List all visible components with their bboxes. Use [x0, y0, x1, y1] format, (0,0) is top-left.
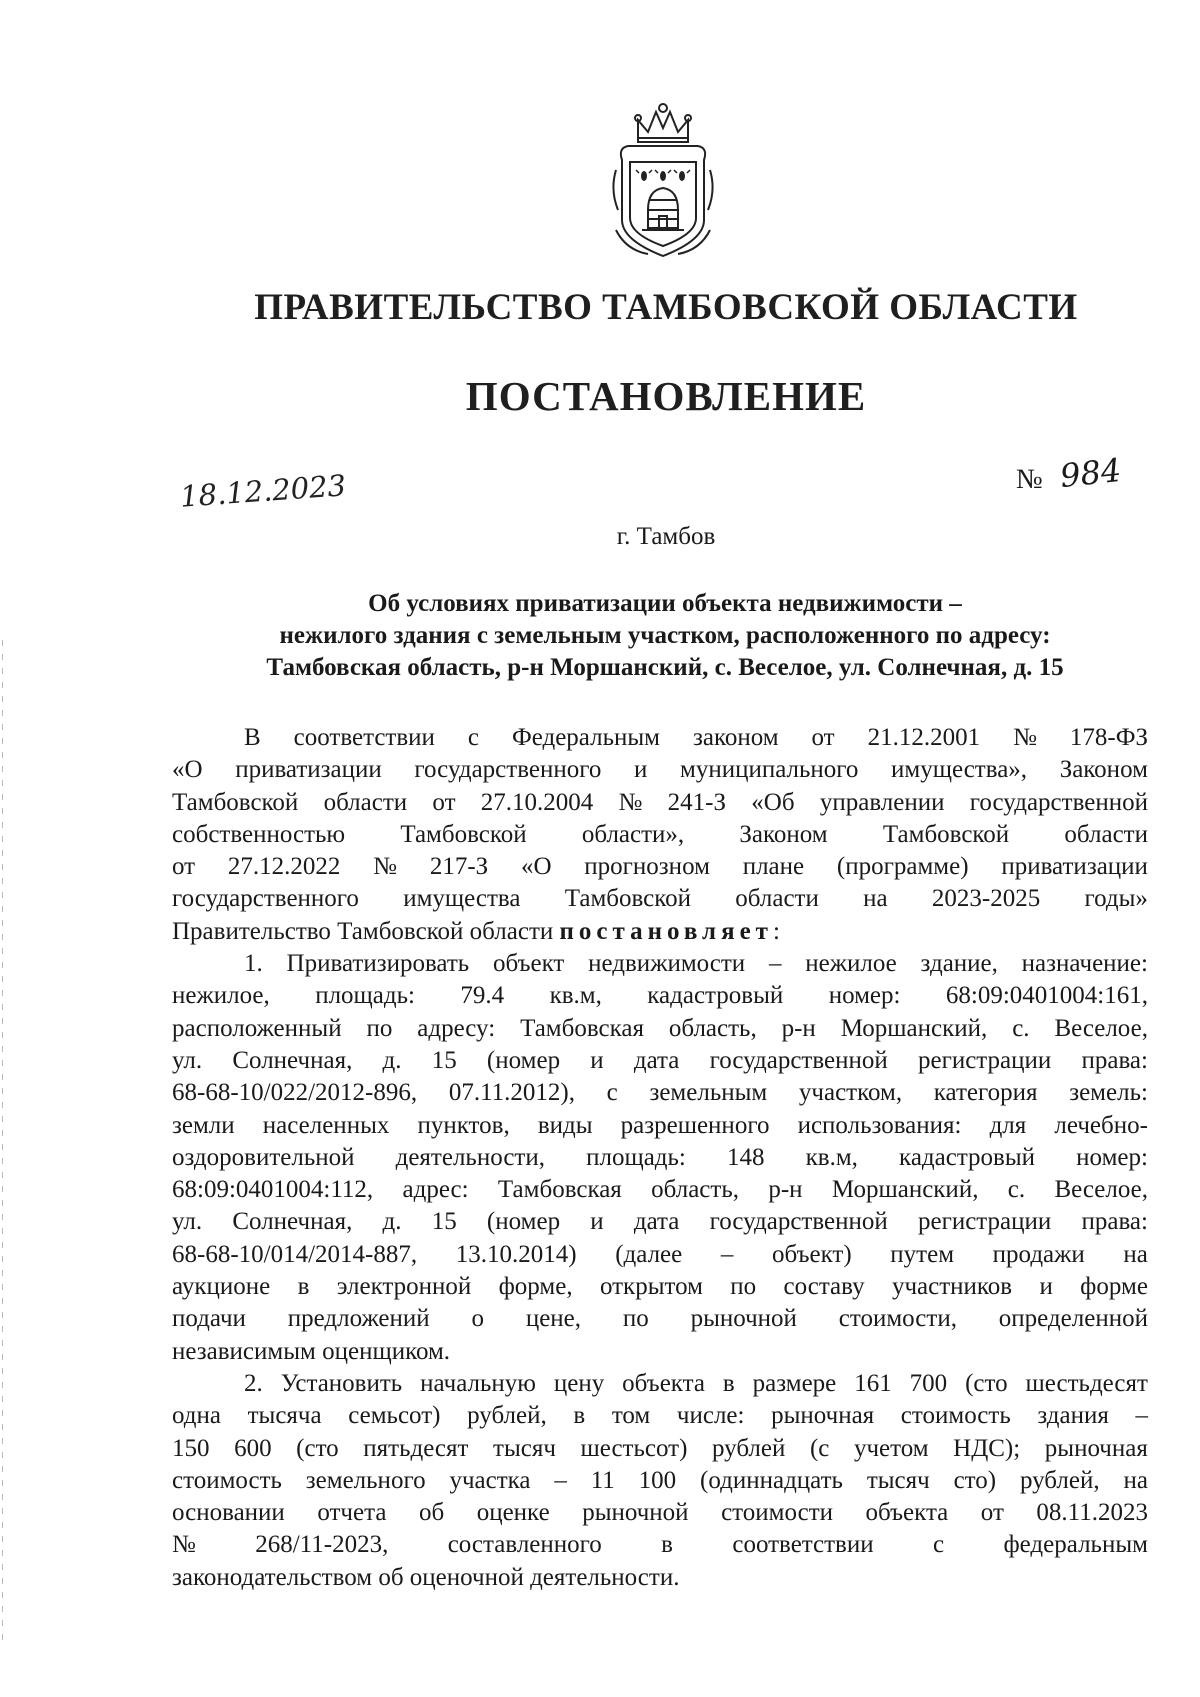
body-word: подачи — [172, 1305, 246, 1333]
document-body — [172, 722, 1148, 1594]
body-word: 2023-2025 — [931, 885, 1041, 913]
body-word: с — [932, 1531, 945, 1559]
tambov-coat-of-arms-icon — [608, 100, 718, 260]
body-word: регистрации — [917, 1046, 1052, 1074]
body-text-span: независимым оценщиком. — [172, 1337, 451, 1365]
body-word: адресу: — [417, 1014, 496, 1042]
document-number: 984 — [1058, 450, 1123, 496]
body-word: определенной — [998, 1305, 1148, 1333]
body-line — [172, 851, 1148, 883]
body-word: приватизации — [235, 756, 382, 784]
body-word: рублей, — [1019, 1466, 1100, 1494]
body-line — [172, 754, 1148, 786]
body-word: 13.10.2014) — [455, 1240, 577, 1268]
body-word: от — [811, 724, 835, 751]
body-word: земли — [172, 1111, 235, 1139]
body-word: в — [722, 1369, 735, 1397]
body-word: 161 — [854, 1369, 892, 1397]
body-word: область, — [668, 1014, 757, 1042]
body-word: 68:09:0401004:161, — [945, 982, 1148, 1010]
body-word: на — [1123, 1466, 1148, 1494]
subject-line: Тамбовская область, р-н Моршанский, с. Веселое, ул. Солнечная, д. 15 — [266, 654, 1064, 681]
body-word: основании — [172, 1499, 285, 1527]
body-word: участка — [449, 1466, 531, 1494]
body-word: область, — [651, 1176, 739, 1204]
body-word: д. — [382, 1046, 402, 1074]
body-word: нежилое, — [172, 982, 270, 1010]
subject-line: нежилого здания с земельным участком, расположенного по адресу: — [279, 622, 1051, 649]
body-word: объекта — [622, 1369, 705, 1397]
body-word: кв.м, — [805, 1143, 858, 1171]
body-word: Законом — [739, 820, 828, 848]
body-word: отчета — [317, 1499, 387, 1527]
number-label: № — [1016, 464, 1043, 495]
body-word: кадастровый — [647, 982, 784, 1010]
body-word: открытом — [599, 1273, 703, 1301]
body-word: недвижимости — [588, 950, 746, 978]
body-word: от — [172, 853, 196, 881]
body-word: 68:09:0401004:112, — [172, 1176, 374, 1204]
body-word: виды — [537, 1111, 593, 1139]
body-word: 27.10.2004 — [480, 788, 594, 816]
body-word: кв.м, — [549, 982, 602, 1010]
body-word: с — [467, 724, 479, 751]
body-word: области — [735, 885, 819, 913]
body-word: (далее — [615, 1240, 683, 1268]
body-word: 68-68-10/022/2012-896, — [172, 1079, 418, 1107]
body-word: Тамбовской — [882, 820, 1010, 848]
subject-line: Об условиях приватизации объекта недвижимости – — [368, 590, 962, 617]
body-word: тысяча — [247, 1402, 322, 1430]
body-line — [172, 1465, 1148, 1497]
body-word: р-н — [781, 1014, 816, 1042]
body-word: – — [720, 1240, 734, 1268]
body-word: и — [633, 756, 648, 784]
body-word: путем — [890, 1240, 955, 1268]
body-word: В — [244, 724, 261, 751]
body-word: и — [1039, 1273, 1053, 1301]
body-word: для — [989, 1111, 1027, 1139]
body-word: Солнечная, — [232, 1046, 353, 1074]
body-word: цене, — [525, 1305, 582, 1333]
body-word: соответствии — [293, 724, 435, 751]
body-word: государственного — [172, 885, 359, 913]
body-line — [172, 1045, 1148, 1077]
body-word: форме, — [498, 1273, 573, 1301]
body-word: 11 — [590, 1466, 615, 1494]
body-line — [172, 1303, 1148, 1335]
city-line: г. Тамбов — [616, 523, 716, 550]
body-word: государственной — [969, 788, 1148, 816]
body-word: электронной — [336, 1273, 472, 1301]
body-word: оценке — [476, 1499, 550, 1527]
body-word: «О — [520, 853, 552, 881]
body-word: (одиннадцать — [700, 1466, 843, 1494]
body-word: имущества — [403, 885, 521, 913]
body-word: участком, — [798, 1079, 903, 1107]
body-line — [172, 1077, 1148, 1109]
body-word: участников — [891, 1273, 1013, 1301]
body-word: одна — [172, 1402, 221, 1430]
body-word: назначение: — [1021, 950, 1148, 978]
body-line — [172, 883, 1148, 915]
body-word: использования: — [797, 1111, 962, 1139]
body-word: тысяч — [866, 1466, 930, 1494]
body-text-span: Правительство Тамбовской области — [172, 917, 560, 945]
body-word: 217-З — [429, 853, 489, 881]
body-word: 27.12.2022 — [227, 853, 341, 881]
body-word: права: — [1081, 1046, 1148, 1074]
body-word: ул. — [172, 1046, 203, 1074]
body-word: 15 — [431, 1046, 457, 1074]
body-word: рублей — [711, 1434, 786, 1462]
body-word: по — [730, 1273, 757, 1301]
body-word: – — [554, 1466, 567, 1494]
body-word: расположенный — [172, 1014, 342, 1042]
body-word: рыночная — [1044, 1434, 1148, 1462]
body-word: об — [418, 1499, 445, 1527]
scan-edge-artifact — [2, 640, 3, 1640]
body-word: в — [573, 1402, 586, 1430]
body-text-span: законодательством об оценочной деятельности. — [172, 1563, 680, 1591]
body-word: оздоровительной — [172, 1143, 355, 1171]
body-word: шестьдесят — [1025, 1369, 1148, 1397]
body-word: числе: — [676, 1402, 745, 1430]
body-word: Солнечная, — [232, 1208, 353, 1236]
body-word: тысяч — [493, 1434, 556, 1462]
body-word: права: — [1081, 1208, 1148, 1236]
body-word: от — [980, 1499, 1004, 1527]
body-word: объекта — [865, 1499, 949, 1527]
body-word: на — [863, 885, 888, 913]
body-word: пунктов, — [417, 1111, 510, 1139]
body-word: муниципального — [680, 756, 859, 784]
body-word: 148 — [727, 1143, 765, 1171]
body-word: области», — [581, 820, 685, 848]
body-word: в — [661, 1531, 673, 1559]
body-word: и — [590, 1046, 604, 1074]
body-word: номер: — [1076, 1143, 1148, 1171]
body-word: с. — [1007, 1176, 1026, 1204]
body-line — [172, 1336, 1148, 1368]
body-word: пятьдесят — [363, 1434, 469, 1462]
body-word: 2. — [244, 1369, 263, 1397]
body-word: регистрации — [917, 1208, 1052, 1236]
body-line — [172, 916, 1148, 948]
body-line — [172, 819, 1148, 851]
body-word: (номер — [486, 1208, 561, 1236]
body-word: на — [1123, 1240, 1148, 1268]
body-line — [172, 1529, 1148, 1561]
body-line — [172, 1562, 1148, 1594]
body-word: 08.11.2023 — [1036, 1499, 1148, 1527]
body-word: объект — [492, 950, 565, 978]
body-word: Моршанский, — [840, 1014, 988, 1042]
body-word: стоимость — [172, 1466, 282, 1494]
body-line — [172, 1174, 1148, 1206]
body-line — [172, 1206, 1148, 1238]
body-word: имущества», — [891, 756, 1028, 784]
body-word: номер: — [828, 982, 901, 1010]
body-word: дата — [633, 1208, 680, 1236]
body-word: разрешенного — [620, 1111, 770, 1139]
body-line — [172, 1110, 1148, 1142]
body-word: земельным — [649, 1079, 768, 1107]
body-word: Веселое, — [1054, 1014, 1148, 1042]
body-line — [172, 1497, 1148, 1529]
body-word: законом — [692, 724, 779, 751]
body-word: р-н — [768, 1176, 803, 1204]
body-word: Федеральным — [511, 724, 660, 751]
body-word: рыночной — [690, 1305, 797, 1333]
body-word: 700 — [909, 1369, 948, 1397]
body-word: соответствии — [732, 1531, 874, 1559]
body-word: № — [373, 853, 398, 881]
body-word: лечебно- — [1054, 1111, 1148, 1139]
body-line — [172, 787, 1148, 819]
body-word: шестьсот) — [580, 1434, 688, 1462]
body-word: 150 — [172, 1434, 210, 1462]
body-word: Тамбовская — [520, 1014, 644, 1042]
body-word: от — [432, 788, 456, 816]
body-word: № — [1013, 724, 1037, 751]
body-word: – — [768, 950, 782, 978]
body-word: стоимости — [721, 1499, 833, 1527]
body-word: 79.4 — [460, 982, 505, 1010]
body-word: № — [172, 1531, 196, 1559]
body-word: размере — [752, 1369, 837, 1397]
body-word: адрес: — [402, 1176, 469, 1204]
body-word: кадастровый — [899, 1143, 1036, 1171]
body-word: в — [297, 1273, 310, 1301]
body-word: категория — [933, 1079, 1038, 1107]
body-word: (сто — [965, 1369, 1008, 1397]
body-word: прогнозном — [584, 853, 710, 881]
body-word: 268/11-2023, — [255, 1531, 389, 1559]
body-word: и — [590, 1208, 604, 1236]
body-word: составу — [783, 1273, 865, 1301]
body-word: деятельности, — [395, 1143, 545, 1171]
body-word: здания — [1037, 1402, 1109, 1430]
body-word: земельного — [305, 1466, 426, 1494]
body-word: по — [366, 1014, 393, 1042]
document-subject — [170, 588, 1160, 684]
body-word: Веселое, — [1054, 1176, 1148, 1204]
body-word: «Об — [751, 788, 795, 816]
document-date: 18.12.2023 — [179, 468, 348, 514]
body-line — [172, 948, 1148, 980]
body-word: составленного — [447, 1531, 602, 1559]
body-word: рыночная — [771, 1402, 875, 1430]
body-line — [172, 1239, 1148, 1271]
body-word: с. — [1012, 1014, 1030, 1042]
body-word: рублей, — [467, 1402, 547, 1430]
body-word: 600 — [234, 1434, 272, 1462]
body-line — [172, 1271, 1148, 1303]
body-word: плане — [742, 853, 805, 881]
body-word: 241-З — [667, 788, 727, 816]
body-word: годы» — [1084, 885, 1148, 913]
body-word: начальную — [420, 1369, 536, 1397]
body-word: области — [1064, 820, 1148, 848]
body-word: форме — [1080, 1273, 1148, 1301]
body-word: 15 — [431, 1208, 457, 1236]
body-word: здание, — [920, 950, 998, 978]
body-word: семьсот) — [348, 1402, 441, 1430]
body-word: 1. — [244, 950, 263, 978]
body-word: продажи — [992, 1240, 1085, 1268]
body-word: Законом — [1059, 756, 1148, 784]
body-word: Установить — [280, 1369, 403, 1397]
body-line — [172, 722, 1148, 754]
body-word: предложений — [287, 1305, 430, 1333]
body-word: (номер — [486, 1046, 561, 1074]
body-word: (с — [809, 1434, 830, 1462]
body-word: стоимость — [900, 1402, 1011, 1430]
body-word: государственной — [709, 1208, 888, 1236]
body-word: (сто — [296, 1434, 339, 1462]
resolution-keyword: постановляет — [559, 917, 773, 945]
body-word: рыночной — [582, 1499, 689, 1527]
document-type: ПОСТАНОВЛЕНИЕ — [465, 373, 867, 419]
body-word: нежилое — [805, 950, 897, 978]
body-word: (программе) — [836, 853, 969, 881]
body-line — [172, 980, 1148, 1012]
body-word: приватизации — [1001, 853, 1148, 881]
body-text-span: : — [772, 917, 780, 945]
body-word: объект) — [771, 1240, 852, 1268]
body-word: Тамбовской — [172, 788, 299, 816]
body-word: 178-ФЗ — [1069, 724, 1148, 751]
body-word: управлении — [819, 788, 945, 816]
body-word: д. — [382, 1208, 402, 1236]
body-word: 68-68-10/014/2014-887, — [172, 1240, 418, 1268]
body-word: Тамбовской — [564, 885, 692, 913]
body-word: площадь: — [315, 982, 415, 1010]
body-word: № — [618, 788, 643, 816]
body-word: аукционе — [172, 1273, 271, 1301]
body-word: том — [611, 1402, 651, 1430]
body-word: Моршанский, — [831, 1176, 979, 1204]
body-line — [172, 1433, 1148, 1465]
body-word: собственностью — [172, 820, 346, 848]
body-word: Приватизировать — [286, 950, 470, 978]
body-word: земель: — [1069, 1079, 1148, 1107]
body-word: 100 — [638, 1466, 677, 1494]
body-word: 21.12.2001 — [867, 724, 981, 751]
body-word: Тамбовской — [400, 820, 527, 848]
body-word: «О — [172, 756, 203, 784]
body-word: населенных — [262, 1111, 390, 1139]
body-word: НДС); — [953, 1434, 1021, 1462]
body-word: Тамбовская — [497, 1176, 622, 1204]
body-word: государственного — [414, 756, 602, 784]
body-word: площадь: — [586, 1143, 686, 1171]
body-word: – — [1135, 1402, 1148, 1430]
body-word: сто) — [953, 1466, 997, 1494]
body-word: государственной — [709, 1046, 888, 1074]
body-word: ул. — [172, 1208, 203, 1236]
body-word: области — [323, 788, 408, 816]
body-word: дата — [633, 1046, 680, 1074]
body-word: стоимости, — [838, 1305, 957, 1333]
body-word: с — [606, 1079, 618, 1107]
body-line — [172, 1013, 1148, 1045]
body-word: по — [622, 1305, 649, 1333]
body-line — [172, 1400, 1148, 1432]
body-word: учетом — [853, 1434, 929, 1462]
government-title: ПРАВИТЕЛЬСТВО ТАМБОВСКОЙ ОБЛАСТИ — [254, 287, 1078, 328]
body-word: федеральным — [1003, 1531, 1148, 1559]
body-line — [172, 1142, 1148, 1174]
body-word: цену — [553, 1369, 605, 1397]
body-word: о — [471, 1305, 484, 1333]
body-word: 07.11.2012), — [448, 1079, 575, 1107]
body-line — [172, 1368, 1148, 1400]
